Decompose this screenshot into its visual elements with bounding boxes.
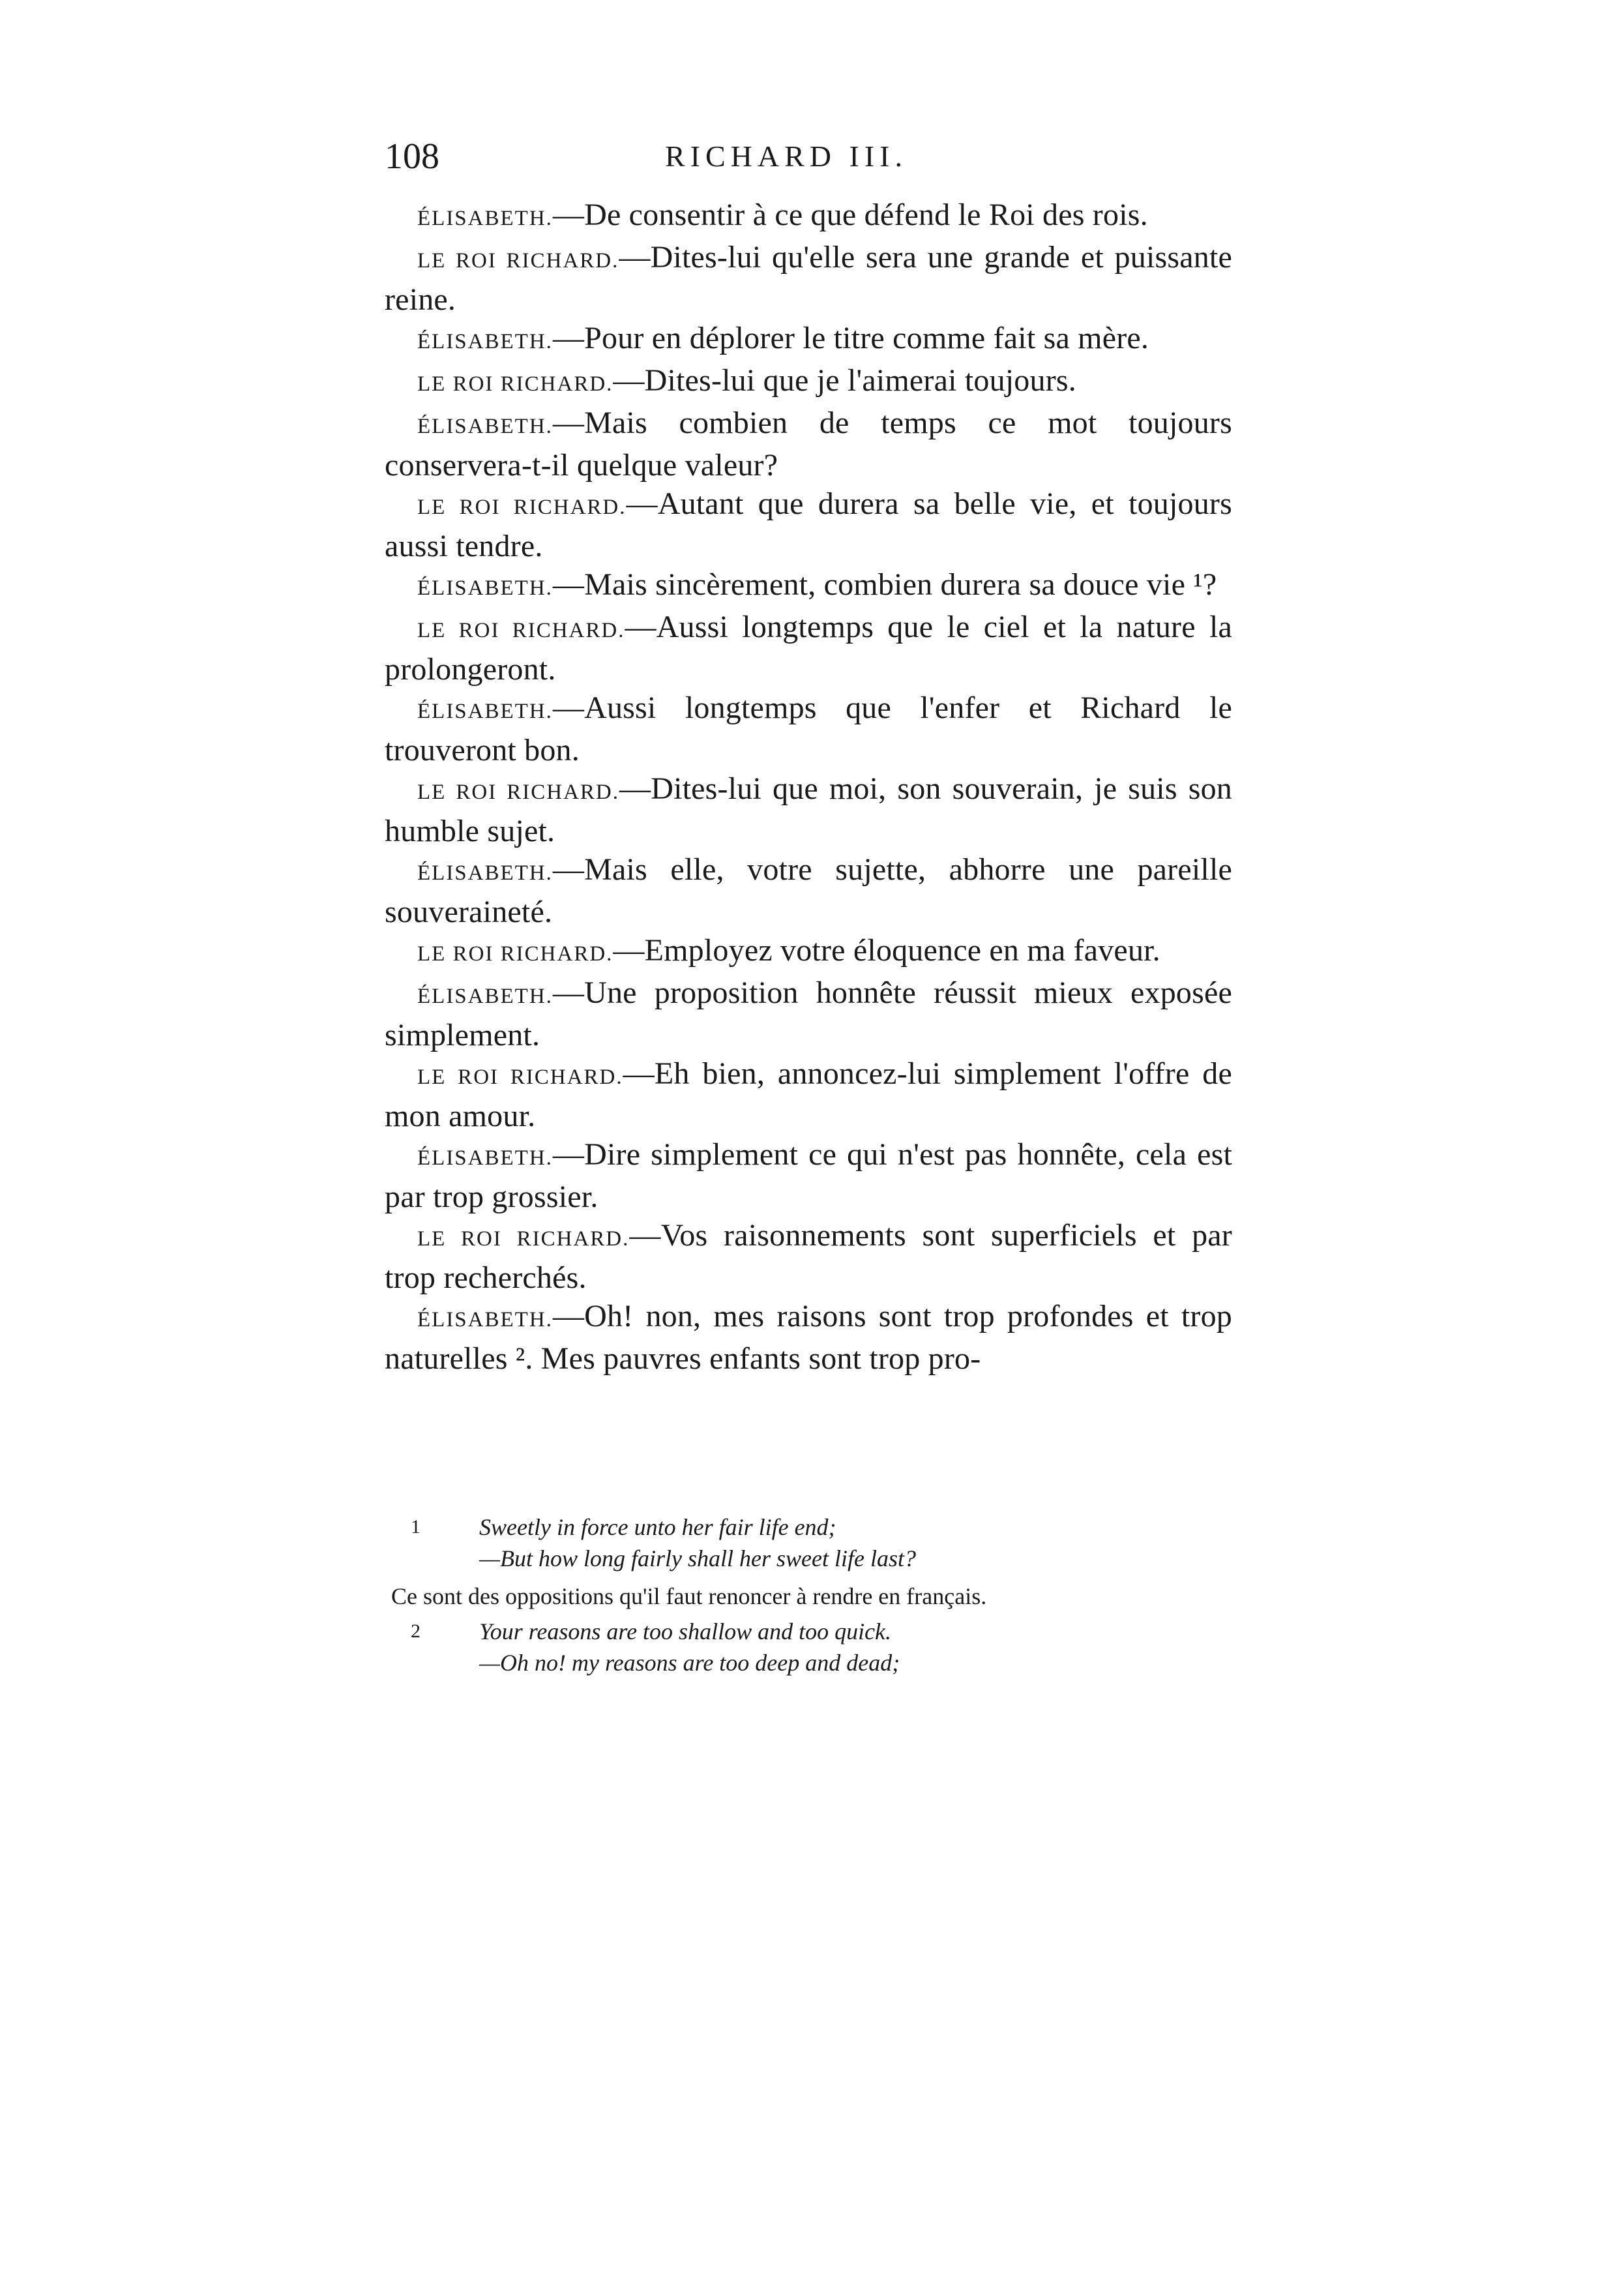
speaker-name: ÉLISABETH.	[417, 985, 553, 1008]
speech	[385, 238, 1232, 319]
speech	[385, 404, 1232, 484]
quote-line: —Oh no! my reasons are too deep and dead;	[479, 1650, 900, 1676]
speaker-name: LE ROI RICHARD.	[417, 781, 619, 804]
speech-text: —Dites-lui que moi, son souverain, je suis son humble sujet.	[385, 771, 1232, 848]
speech-text: —Mais combien de temps ce mot toujours conservera-t-il quelque valeur?	[385, 406, 1232, 483]
quote-line: Sweetly in force unto her fair life end;	[479, 1514, 836, 1540]
dialogue-text	[385, 196, 1232, 1378]
speech-text: —Pour en déplorer le titre comme fait sa mère.	[552, 321, 1149, 355]
footnote-comment: Ce sont des oppositions qu'il faut renoncer à rendre en français.	[391, 1583, 987, 1609]
speech	[385, 931, 1232, 974]
speaker-name: LE ROI RICHARD.	[417, 1065, 623, 1089]
quote-line: —But how long fairly shall her sweet life last?	[479, 1545, 916, 1571]
speech-text: —Dire simplement ce qui n'est pas honnête, cela est par trop grossier.	[385, 1137, 1232, 1214]
speech-text: —Oh! non, mes raisons sont trop profondes et trop naturelles ². Mes pauvres enfants sont trop pro-	[385, 1299, 1232, 1376]
footnote-1	[391, 1511, 1239, 1574]
speech-text: —Vos raisonnements sont superficiels et par trop recherchés.	[385, 1218, 1232, 1295]
speech	[385, 769, 1232, 850]
speech-text: —Employez votre éloquence en ma faveur.	[613, 933, 1160, 968]
speech	[385, 319, 1232, 361]
speech-text: —Mais sincèrement, combien durera sa douce vie ¹?	[552, 567, 1217, 602]
speech	[385, 196, 1232, 238]
speech	[385, 608, 1232, 689]
speech	[385, 484, 1232, 565]
footnote-mark: 2	[411, 1620, 421, 1642]
footnote-quote	[479, 1511, 916, 1574]
footnote-quote	[479, 1616, 900, 1678]
speech	[385, 1054, 1232, 1135]
running-title: RICHARD III.	[665, 140, 908, 173]
speech	[385, 361, 1232, 404]
speaker-name: ÉLISABETH.	[417, 861, 553, 885]
speaker-name: LE ROI RICHARD.	[417, 942, 613, 966]
speech	[385, 689, 1232, 769]
speech	[385, 1297, 1232, 1378]
speaker-name: ÉLISABETH.	[417, 330, 553, 353]
speaker-name: ÉLISABETH.	[417, 1146, 553, 1170]
speech	[385, 1216, 1232, 1297]
speaker-name: LE ROI RICHARD.	[417, 372, 613, 396]
speaker-name: ÉLISABETH.	[417, 1308, 553, 1332]
speech-text: —Aussi longtemps que le ciel et la nature la prolongeront.	[385, 610, 1232, 687]
speech-text: —Autant que durera sa belle vie, et toujours aussi tendre.	[385, 486, 1232, 563]
speaker-name: ÉLISABETH.	[417, 576, 553, 600]
speech-text: —Une proposition honnête réussit mieux exposée simplement.	[385, 975, 1232, 1052]
footnote-2	[391, 1616, 1239, 1678]
footnotes	[391, 1511, 1239, 1678]
speaker-name: ÉLISABETH.	[417, 700, 553, 723]
speech-text: —Dites-lui que je l'aimerai toujours.	[613, 363, 1076, 398]
footnote-mark: 1	[411, 1516, 421, 1538]
speech-text: —Aussi longtemps que l'enfer et Richard le trouveront bon.	[385, 691, 1232, 767]
page-number: 108	[385, 136, 439, 177]
speech-text: —Eh bien, annoncez-lui simplement l'offre de mon amour.	[385, 1056, 1232, 1133]
speech-text: —Dites-lui qu'elle sera une grande et puissante reine.	[385, 240, 1232, 317]
speaker-name: LE ROI RICHARD.	[417, 619, 625, 642]
quote-line: Your reasons are too shallow and too quick.	[479, 1618, 892, 1645]
speech-text: —De consentir à ce que défend le Roi des rois.	[552, 198, 1148, 232]
speech	[385, 850, 1232, 931]
speech-text: —Mais elle, votre sujette, abhorre une pareille souveraineté.	[385, 852, 1232, 929]
speaker-name: LE ROI RICHARD.	[417, 249, 619, 273]
speech	[385, 974, 1232, 1054]
running-head	[385, 134, 1252, 179]
speech	[385, 565, 1232, 608]
speech	[385, 1135, 1232, 1216]
speaker-name: ÉLISABETH.	[417, 207, 553, 230]
speaker-name: LE ROI RICHARD.	[417, 1227, 630, 1251]
speaker-name: LE ROI RICHARD.	[417, 496, 627, 519]
speaker-name: ÉLISABETH.	[417, 415, 553, 438]
